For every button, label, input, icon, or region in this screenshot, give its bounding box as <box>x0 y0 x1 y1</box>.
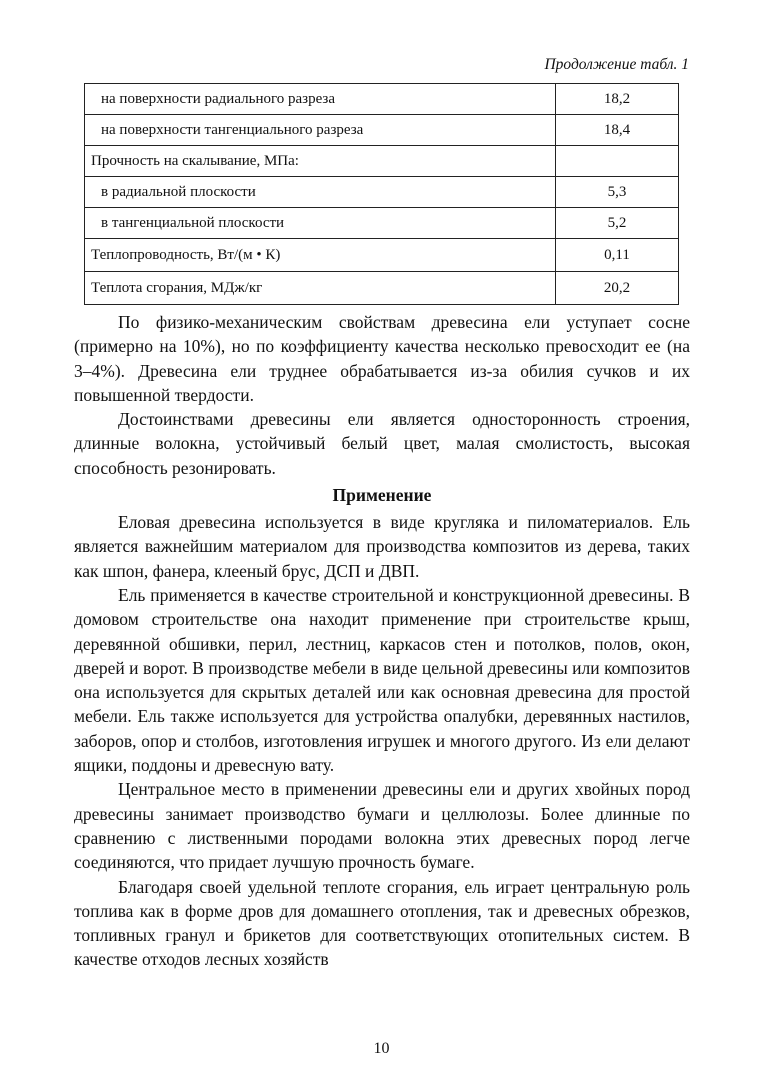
table-row <box>85 115 679 146</box>
table-cell-label: на поверхности радиального разреза <box>85 84 556 115</box>
section-heading: Применение <box>332 485 432 506</box>
paragraph: Благодаря своей удельной теплоте сгорания, ель играет центральную роль топлива как в форме дров для домашнего отопления, так и древесных обрезков, топливных гранул и брикетов для соответствующих отопительных систем. В качестве отходов лесных хозяйств <box>74 876 690 970</box>
table-continuation-caption: Продолжение табл. 1 <box>544 56 689 73</box>
paragraph: Центральное место в применении древесины ели и других хвойных пород древесины занимает производство бумаги и целлюлозы. Более длинные по сравнению с лиственными породами волокна этих древесных пород легче соединяются, что придает лучшую прочность бумаге. <box>74 779 690 873</box>
table-cell-label: в тангенциальной плоскости <box>85 208 556 239</box>
paragraph: Еловая древесина используется в виде кругляка и пиломатериалов. Ель является важнейшим материалом для производства композитов из дерева, таких как шпон, фанера, клееный брус, ДСП и ДВП. <box>74 512 690 581</box>
table-cell-value: 0,11 <box>556 239 679 272</box>
page-number: 10 <box>373 1040 390 1057</box>
table-cell-value: 20,2 <box>556 272 679 305</box>
table-cell-value: 18,2 <box>556 84 679 115</box>
table-cell-label: Теплота сгорания, МДж/кг <box>85 272 556 305</box>
table-cell-value: 18,4 <box>556 115 679 146</box>
properties-table <box>84 83 679 305</box>
table-cell-value: 5,2 <box>556 208 679 239</box>
table-row <box>85 146 679 177</box>
paragraph: По физико-механическим свойствам древесина ели уступает сосне (примерно на 10%), но по коэффициенту качества несколько превосходит ее (на 3–4%). Древесина ели труднее обрабатывается из-за обилия сучков и их повышенной твердости. <box>74 312 690 405</box>
table-row <box>85 239 679 272</box>
table-cell-label: Прочность на скалывание, МПа: <box>85 146 556 177</box>
body-text <box>74 310 690 972</box>
table-cell-value: 5,3 <box>556 177 679 208</box>
table-cell-label: Теплопроводность, Вт/(м • К) <box>85 239 556 272</box>
table-row <box>85 84 679 115</box>
table-row <box>85 272 679 305</box>
paragraph: Ель применяется в качестве строительной и конструкционной древесины. В домовом строительстве она находит применение при строительстве крыш, деревянной обшивки, перил, лестниц, каркасов стен и потолков, полов, окон, дверей и ворот. В производстве мебели в виде цельной древесины или композитов она используется для скрытых деталей или как основная древесина для простой мебели. Ель также используется для устройства опалубки, деревянных настилов, заборов, опор и столбов, изготовления игрушек и многого другого. Из ели делают ящики, поддоны и древесную вату. <box>74 584 690 776</box>
table-row <box>85 208 679 239</box>
table-row <box>85 177 679 208</box>
table-cell-label: в радиальной плоскости <box>85 177 556 208</box>
table-cell-label: на поверхности тангенциального разреза <box>85 115 556 146</box>
table-cell-value <box>556 146 679 177</box>
paragraph: Достоинствами древесины ели является односторонность строения, длинные волокна, устойчивый белый цвет, малая смолистость, высокая способность резонировать. <box>74 409 690 478</box>
